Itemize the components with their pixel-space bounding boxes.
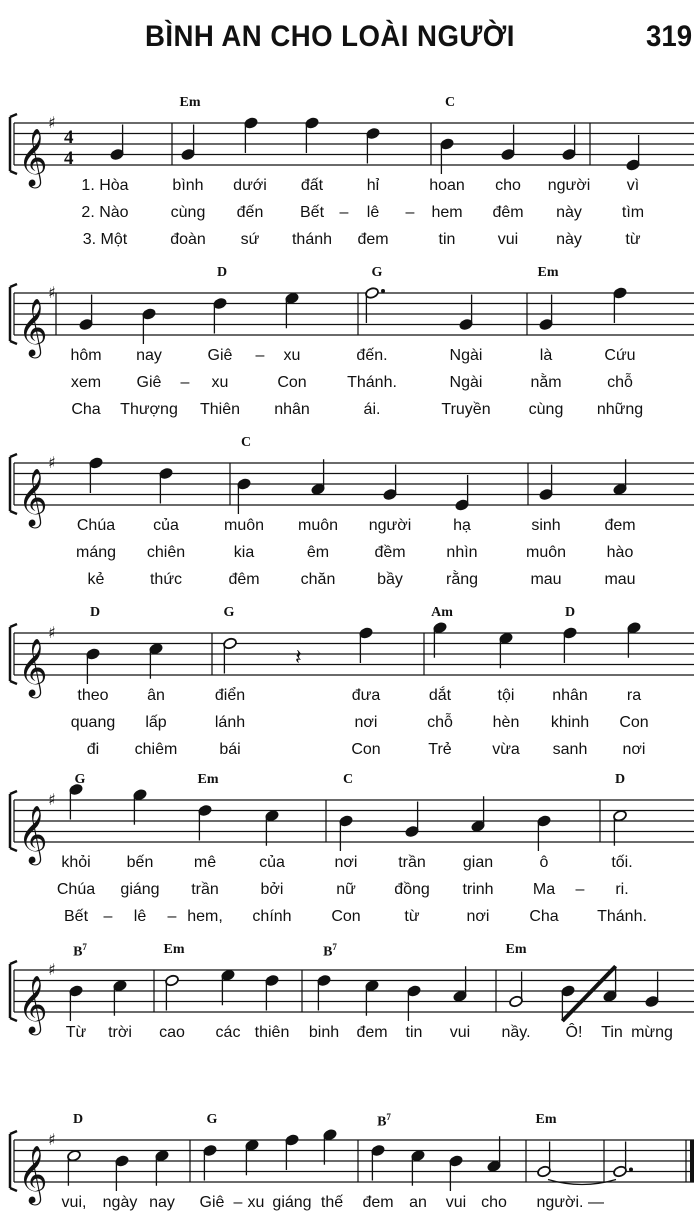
lyric-syllable: tìm (621, 204, 645, 221)
lyric-syllable: người (368, 517, 412, 534)
quarter-note (539, 295, 554, 331)
lyric-syllable: – (180, 374, 190, 391)
lyric-syllable: giáng (120, 881, 160, 898)
lyric-syllable: tin (438, 231, 456, 248)
chord-symbol: $B^7$ (323, 942, 337, 960)
chord-symbol: C (240, 435, 252, 450)
lyric-syllable: kẻ (87, 571, 105, 588)
chord-symbol: D (216, 265, 228, 280)
lyric-syllable: Giê (207, 347, 233, 364)
lyric-syllable: Cứu (604, 347, 636, 364)
quarter-note (440, 138, 455, 174)
quarter-note (79, 295, 94, 331)
lyric-syllable: cao (159, 1024, 185, 1041)
lyric-syllable: – (255, 347, 265, 364)
quarter-note (563, 627, 578, 663)
lyric-syllable: đến. (356, 347, 388, 364)
quarter-note (405, 802, 420, 838)
quarter-note (539, 465, 554, 501)
lyric-syllable: đi (86, 741, 100, 758)
lyric-syllable: Truyền (441, 401, 491, 418)
lyric-syllable: Trẻ (428, 741, 452, 758)
lyric-syllable: các (215, 1024, 241, 1041)
lyric-syllable: đem (357, 231, 389, 248)
quarter-note (265, 809, 280, 845)
lyric-syllable: chính (252, 908, 292, 925)
lyric-syllable: Giê (136, 374, 162, 391)
lyric-syllable: sinh (531, 517, 561, 534)
lyric-syllable: hạ (453, 517, 471, 534)
chord-symbol: D (564, 605, 576, 620)
quarter-note (285, 292, 300, 328)
lyric-syllable: – (575, 881, 585, 898)
time-signature-bottom: 4 (64, 148, 74, 169)
lyric-syllable: đem (356, 1024, 388, 1041)
lyric-syllable: an (409, 1194, 427, 1211)
half-note (165, 974, 180, 1010)
quarter-note (537, 815, 552, 851)
lyric-syllable: đềm (374, 544, 406, 561)
quarter-note (383, 465, 398, 501)
lyric-syllable: nhân (552, 687, 588, 704)
lyric-syllable: hèn (492, 714, 520, 731)
lyric-syllable: bình (172, 177, 204, 194)
lyric-syllable: đoàn (170, 231, 206, 248)
quarter-note (627, 621, 642, 657)
lyric-syllable: là (539, 347, 553, 364)
treble-clef-icon: 𝄞 (18, 1145, 48, 1203)
quarter-note (359, 627, 374, 663)
lyric-syllable: vui (497, 231, 519, 248)
lyric-syllable: thiên (254, 1024, 290, 1041)
lyric-syllable: khinh (550, 714, 590, 731)
quarter-note (453, 966, 468, 1002)
lyric-syllable: gian (462, 854, 494, 871)
lyric-syllable: mê (193, 854, 217, 871)
lyric-syllable: mau (604, 571, 636, 588)
lyric-syllable: trinh (462, 881, 494, 898)
lyric-syllable: Bết (299, 204, 325, 221)
lyric-syllable: kia (233, 544, 255, 561)
lyric-syllable: nơi (466, 908, 490, 925)
quarter-rest-icon: 𝄽 (295, 645, 302, 671)
lyric-syllable: dắt (428, 687, 452, 704)
lyric-syllable: êm (306, 544, 330, 561)
lyric-syllable: binh (308, 1024, 340, 1041)
lyric-syllable: bái (219, 741, 241, 758)
chord-symbol: C (342, 772, 354, 787)
lyric-syllable: thánh (291, 231, 333, 248)
lyric-syllable: Con (351, 741, 381, 758)
quarter-note (499, 632, 514, 668)
treble-clef-icon: 𝄞 (18, 298, 48, 356)
key-sharp-icon: ♯ (48, 960, 56, 979)
lyric-syllable: vui (445, 1194, 467, 1211)
lyric-syllable: xu (211, 374, 229, 391)
half-note (365, 287, 385, 323)
lyric-syllable: 2. Nào (81, 204, 129, 221)
lyric-syllable: lê (366, 204, 380, 221)
lyric-syllable: muôn (297, 517, 339, 534)
chord-symbol: Am (431, 605, 453, 620)
chord-symbol: D (614, 772, 626, 787)
half-note (613, 1142, 633, 1178)
chord-symbol: Em (505, 942, 527, 957)
treble-clef-icon: 𝄞 (18, 975, 48, 1033)
lyric-syllable: cùng (528, 401, 564, 418)
lyric-syllable: hem (431, 204, 463, 221)
quarter-note (110, 125, 125, 161)
lyric-syllable: theo (77, 687, 109, 704)
lyric-syllable: người. (536, 1194, 584, 1211)
lyric-syllable: Con (331, 908, 361, 925)
quarter-note (487, 1136, 502, 1172)
lyric-syllable: Tin (601, 1024, 623, 1041)
lyric-syllable: lê (133, 908, 147, 925)
lyric-syllable: máng (75, 544, 117, 561)
lyric-syllable: vì (626, 177, 640, 194)
lyric-syllable: Con (277, 374, 307, 391)
quarter-note (237, 478, 252, 514)
lyric-syllable: chiên (146, 544, 186, 561)
lyric-syllable: hào (606, 544, 634, 561)
lyric-syllable: – (103, 908, 113, 925)
chord-symbol: Em (535, 1112, 557, 1127)
quarter-note (133, 788, 148, 824)
lyric-syllable: nơi (622, 741, 646, 758)
lyric-syllable: — (588, 1194, 604, 1211)
lyric-syllable: Chúa (76, 517, 116, 534)
chord-symbol: G (206, 1112, 218, 1127)
lyric-syllable: giáng (272, 1194, 312, 1211)
key-sharp-icon: ♯ (48, 790, 56, 809)
lyric-syllable: hoan (429, 177, 465, 194)
lyric-syllable: vui, (61, 1194, 87, 1211)
quarter-note (407, 985, 422, 1021)
quarter-note (317, 974, 332, 1010)
lyric-syllable: đêm (492, 204, 524, 221)
lyric-syllable: cho (495, 177, 521, 194)
chord-symbol: D (72, 1112, 84, 1127)
lyric-syllable: người (547, 177, 591, 194)
lyric-syllable: sứ (240, 231, 260, 248)
lyric-syllable: mừng (631, 1024, 673, 1041)
lyric-syllable: nầy. (501, 1024, 531, 1041)
lyric-syllable: hôm (70, 347, 102, 364)
lyric-syllable: của (153, 517, 179, 534)
page-number: 319 (645, 20, 692, 53)
lyric-syllable: ân (147, 687, 165, 704)
lyric-syllable: bầy (377, 571, 403, 588)
lyric-syllable: mau (530, 571, 562, 588)
quarter-note (562, 125, 577, 161)
lyric-syllable: Con (619, 714, 649, 731)
quarter-note (142, 308, 157, 344)
lyric-syllable: đến (236, 204, 264, 221)
lyric-syllable: 1. Hòa (81, 177, 129, 194)
quarter-note (366, 127, 381, 163)
lyric-syllable: tối. (611, 854, 633, 871)
key-sharp-icon: ♯ (48, 283, 56, 302)
lyric-syllable: Bết (63, 908, 89, 925)
lyric-syllable: muôn (223, 517, 265, 534)
lyric-syllable: xem (70, 374, 102, 391)
lyric-syllable: rằng (445, 571, 479, 588)
lyric-syllable: trần (191, 881, 219, 898)
lyric-syllable: tin (405, 1024, 423, 1041)
lyric-syllable: của (259, 854, 285, 871)
lyric-syllable: xu (247, 1194, 265, 1211)
lyric-syllable: Chúa (56, 881, 96, 898)
lyric-syllable: thức (149, 571, 183, 588)
half-note (509, 972, 524, 1008)
chord-symbol: Em (179, 95, 201, 110)
lyric-syllable: trời (108, 1024, 132, 1041)
lyric-syllable: Cha (529, 908, 559, 925)
chord-symbol: $B^7$ (73, 942, 87, 960)
lyric-syllable: muôn (525, 544, 567, 561)
lyric-syllable: chiêm (134, 741, 178, 758)
lyric-syllable: cùng (170, 204, 206, 221)
lyric-syllable: bến (126, 854, 154, 871)
lyric-syllable: ái. (363, 401, 381, 418)
quarter-note (149, 642, 164, 678)
lyric-syllable: Ngài (449, 374, 483, 391)
lyric-syllable: ô (539, 854, 549, 871)
lyric-syllable: – (339, 204, 349, 221)
lyric-syllable: nhân (274, 401, 310, 418)
lyric-syllable: trần (398, 854, 426, 871)
lyric-syllable: Giê (199, 1194, 225, 1211)
quarter-note (285, 1134, 300, 1170)
song-title: BÌNH AN CHO LOÀI NGƯỜI (145, 20, 515, 53)
lyric-syllable: ra (626, 687, 642, 704)
treble-clef-icon: 𝄞 (18, 468, 48, 526)
lyric-syllable: nữ (336, 881, 356, 898)
lyric-syllable: xu (283, 347, 301, 364)
quarter-note (244, 117, 259, 153)
lyric-syllable: hỉ (366, 177, 380, 194)
lyric-syllable: vừa (492, 741, 520, 758)
lyric-syllable: Thánh. (597, 908, 647, 925)
lyric-syllable: hem, (187, 908, 223, 925)
quarter-note (198, 804, 213, 840)
lyric-syllable: này (556, 204, 582, 221)
lyric-syllable: nơi (354, 714, 378, 731)
lyric-syllable: đêm (228, 571, 260, 588)
quarter-note (365, 979, 380, 1015)
key-sharp-icon: ♯ (48, 453, 56, 472)
lyric-syllable: chỗ (607, 374, 633, 391)
lyric-syllable: Thượng (120, 401, 178, 418)
lyric-syllable: này (556, 231, 582, 248)
quarter-note (501, 125, 516, 161)
lyric-syllable: đồng (394, 881, 430, 898)
lyric-syllable: lấp (145, 714, 167, 731)
lyric-syllable: ngày (102, 1194, 138, 1211)
treble-clef-icon: 𝄞 (18, 805, 48, 863)
quarter-note (371, 1144, 386, 1180)
key-sharp-icon: ♯ (48, 623, 56, 642)
lyric-syllable: cho (481, 1194, 507, 1211)
lyric-syllable: những (596, 401, 644, 418)
lyric-syllable: – (405, 204, 415, 221)
lyric-syllable: 3. Một (82, 231, 128, 248)
quarter-note (449, 1155, 464, 1191)
chord-symbol: G (371, 265, 383, 280)
lyric-syllable: điển (214, 687, 246, 704)
lyric-syllable: Cha (71, 401, 101, 418)
quarter-note (433, 621, 448, 657)
treble-clef-icon: 𝄞 (18, 128, 48, 186)
quarter-note (305, 117, 320, 153)
quarter-note (613, 459, 628, 495)
quarter-note (645, 972, 660, 1008)
chord-symbol: G (74, 772, 86, 787)
lyric-syllable: nhìn (446, 544, 478, 561)
lyric-syllable: bởi (260, 881, 284, 898)
chord-symbol: $B^7$ (377, 1112, 391, 1130)
lyric-syllable: – (167, 908, 177, 925)
chord-symbol: C (444, 95, 456, 110)
quarter-note (471, 796, 486, 832)
quarter-note (69, 783, 84, 819)
quarter-note (221, 969, 236, 1005)
lyric-syllable: Thánh. (347, 374, 397, 391)
lyric-syllable: từ (625, 231, 641, 248)
lyric-syllable: – (233, 1194, 243, 1211)
half-note (613, 809, 628, 845)
chord-symbol: G (223, 605, 235, 620)
lyric-syllable: Ô! (565, 1024, 583, 1041)
treble-clef-icon: 𝄞 (18, 638, 48, 696)
quarter-note (613, 287, 628, 323)
quarter-note (265, 974, 280, 1010)
quarter-note (455, 475, 470, 511)
quarter-note (113, 979, 128, 1015)
quarter-note (181, 125, 196, 161)
quarter-note (459, 295, 474, 331)
lyric-syllable: nay (136, 347, 162, 364)
lyric-syllable: đưa (351, 687, 381, 704)
lyric-syllable: sanh (552, 741, 588, 758)
lyric-syllable: đem (362, 1194, 394, 1211)
lyric-syllable: nằm (530, 374, 562, 391)
lyric-syllable: quang (70, 714, 116, 731)
lyric-syllable: từ (404, 908, 420, 925)
lyric-syllable: nay (149, 1194, 175, 1211)
lyric-syllable: nơi (334, 854, 358, 871)
quarter-note (311, 459, 326, 495)
lyric-syllable: ri. (615, 881, 629, 898)
key-sharp-icon: ♯ (48, 1130, 56, 1149)
quarter-note (203, 1144, 218, 1180)
key-sharp-icon: ♯ (48, 113, 56, 132)
quarter-note (115, 1155, 130, 1191)
quarter-note (213, 297, 228, 333)
lyric-syllable: tội (497, 687, 515, 704)
lyric-syllable: lánh (214, 714, 246, 731)
lyric-syllable: chỗ (427, 714, 453, 731)
lyric-syllable: Ma (532, 881, 556, 898)
lyric-syllable: vui (449, 1024, 471, 1041)
chord-symbol: Em (537, 265, 559, 280)
lyric-syllable: dưới (233, 177, 267, 194)
lyric-syllable: khỏi (61, 854, 91, 871)
lyric-syllable: thế (320, 1194, 344, 1211)
half-note (537, 1142, 552, 1178)
chord-symbol: Em (163, 942, 185, 957)
half-note (223, 637, 238, 673)
lyric-syllable: đem (604, 517, 636, 534)
quarter-note (159, 467, 174, 503)
chord-symbol: Em (197, 772, 219, 787)
chord-symbol: D (89, 605, 101, 620)
lyric-syllable: Từ (65, 1024, 87, 1041)
quarter-note (323, 1128, 338, 1164)
time-signature-top: 4 (64, 127, 74, 148)
lyric-syllable: Ngài (449, 347, 483, 364)
quarter-note (626, 135, 641, 171)
quarter-note (69, 985, 84, 1021)
quarter-note (86, 648, 101, 684)
quarter-note (339, 815, 354, 851)
lyric-syllable: Thiên (199, 401, 241, 418)
lyric-syllable: chăn (300, 571, 336, 588)
quarter-note (245, 1139, 260, 1175)
quarter-note (89, 457, 104, 493)
lyric-syllable: đất (300, 177, 324, 194)
